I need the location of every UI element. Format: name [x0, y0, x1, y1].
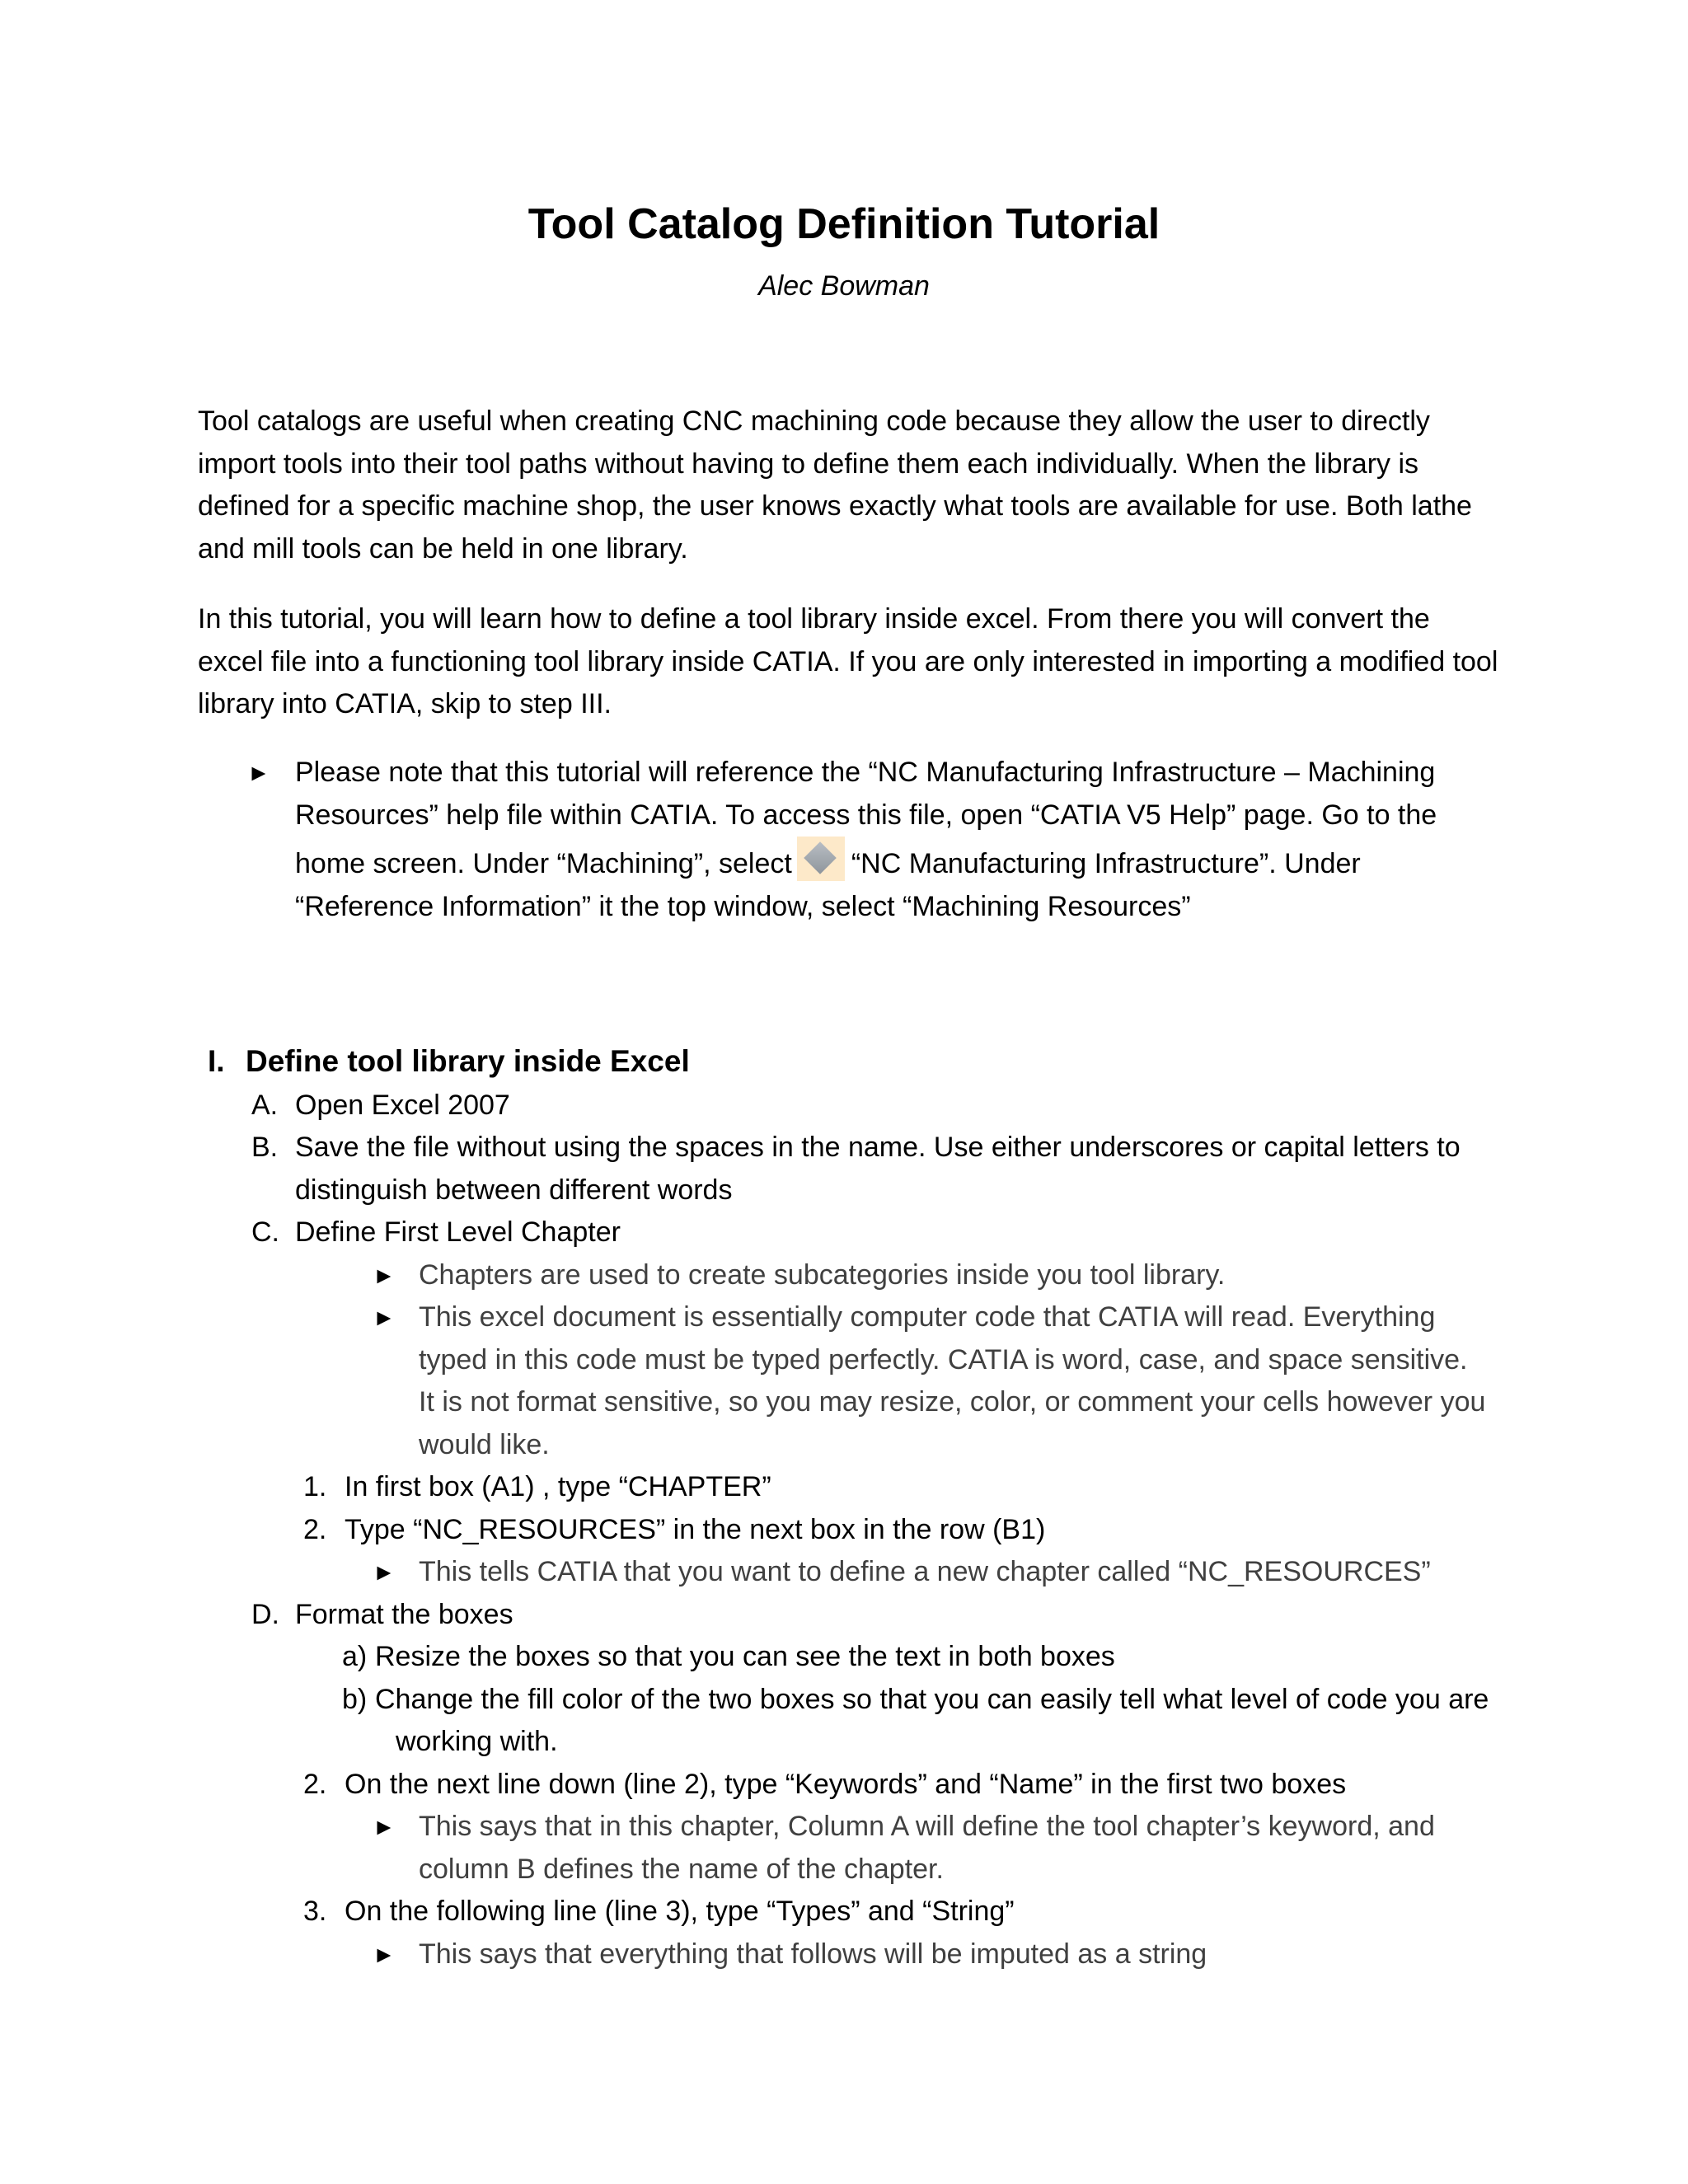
item-c1-marker: 1.	[303, 1471, 327, 1502]
item-d2-text: On the next line down (line 2), type “Keywords” and “Name” in the first two boxes	[345, 1769, 1347, 1800]
item-c-bullet-1: Chapters are used to create subcategories inside you tool library.	[419, 1259, 1226, 1291]
item-a-marker: A.	[251, 1090, 279, 1121]
intro-paragraph-2: In this tutorial, you will learn how to define a tool library inside excel. From there you will convert the excel file into a functioning tool library inside CATIA. If you are only interested in importing a modified tool library into CATIA, skip to step III.	[198, 603, 1498, 719]
help-note	[247, 752, 1498, 928]
item-b-line-2: distinguish between different words	[295, 1174, 733, 1206]
bullet-icon: ►	[373, 1559, 396, 1585]
bullet-icon: ►	[373, 1305, 396, 1330]
item-c2-bullet-1: This tells CATIA that you want to define a new chapter called “NC_RESOURCES”	[419, 1556, 1431, 1587]
item-d2-bullet-1-line-2: column B defines the name of the chapter.	[419, 1854, 944, 1885]
item-d3-text: On the following line (line 3), type “Types” and “String”	[345, 1896, 1015, 1927]
item-c2-marker: 2.	[303, 1514, 327, 1545]
note-text-part1: Please note that this tutorial will reference the “NC Manufacturing Infrastructure – Machining Resources” help file within CATIA. To access this file, open “CATIA V5 Help” page. Go to the home screen. Under “Machining”, select	[295, 757, 1437, 879]
item-d3-marker: 3.	[303, 1896, 327, 1927]
bullet-icon: ►	[373, 1942, 396, 1967]
item-a-text: Open Excel 2007	[295, 1090, 510, 1121]
item-d3-bullet-1: This says that everything that follows will be imputed as a string	[419, 1938, 1207, 1970]
item-d2-marker: 2.	[303, 1769, 327, 1800]
item-da-text: Resize the boxes so that you can see the text in both boxes	[375, 1641, 1115, 1672]
item-db-marker: b)	[342, 1684, 368, 1715]
item-c-bullet-2-line-4: would like.	[419, 1429, 550, 1460]
item-db-line-1: Change the fill color of the two boxes so that you can easily tell what level of code you are	[375, 1684, 1489, 1715]
intro-paragraph-1: Tool catalogs are useful when creating CNC machining code because they allow the user to directly import tools into their tool paths without having to define them each individually. When the library is defined for a specific machine shop, the user knows exactly what tools are available for use. Both lathe and mill tools can be held in one library.	[198, 405, 1472, 565]
item-c2-text: Type “NC_RESOURCES” in the next box in the row (B1)	[345, 1514, 1046, 1545]
bullet-icon: ►	[373, 1263, 396, 1288]
item-b-marker: B.	[251, 1132, 279, 1163]
section-title: Define tool library inside Excel	[246, 1044, 690, 1078]
document-title: Tool Catalog Definition Tutorial	[528, 200, 1160, 248]
item-c-bullet-2-line-2: typed in this code must be typed perfectly. CATIA is word, case, and space sensitive.	[419, 1344, 1468, 1376]
item-c-marker: C.	[251, 1216, 279, 1248]
item-c-bullet-2-line-1: This excel document is essentially computer code that CATIA will read. Everything	[419, 1301, 1436, 1333]
item-c1-text: In first box (A1) , type “CHAPTER”	[345, 1471, 771, 1502]
item-d-marker: D.	[251, 1599, 279, 1630]
item-da-marker: a)	[342, 1641, 368, 1672]
item-db-line-2: working with.	[396, 1726, 558, 1757]
item-d2-bullet-1-line-1: This says that in this chapter, Column A will define the tool chapter’s keyword, and	[419, 1811, 1435, 1842]
item-d-text: Format the boxes	[295, 1599, 513, 1630]
item-c-bullet-2-line-3: It is not format sensitive, so you may resize, color, or comment your cells however you	[419, 1386, 1486, 1418]
item-c-text: Define First Level Chapter	[295, 1216, 621, 1248]
note-bullet-icon: ►	[247, 760, 270, 785]
item-b-line-1: Save the file without using the spaces in the name. Use either underscores or capital letters to	[295, 1132, 1461, 1163]
note-text-part2: “NC Manufacturing Infrastructure”. Under “Reference Information” it the top window, select “Machining Resources”	[295, 848, 1361, 922]
bullet-icon: ►	[373, 1814, 396, 1840]
document-author: Alec Bowman	[758, 270, 930, 302]
section-marker: I.	[208, 1044, 225, 1078]
nc-manufacturing-infrastructure-icon	[797, 837, 845, 881]
